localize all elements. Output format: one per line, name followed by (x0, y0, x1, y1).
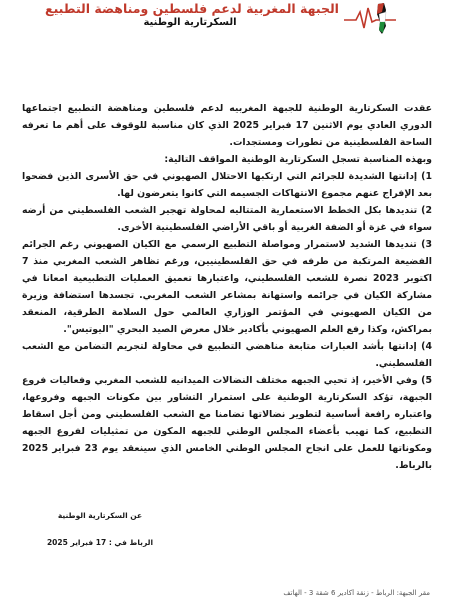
signature-by: عن السكرتارية الوطنية (57, 511, 143, 520)
statement-point-1: 1) إدانتها الشديدة للجرائم التي ارتكبها الاحتلال الصهيوني في حق الأسرى الذين فضحوا بعد الإفراج عنهم مجموع الانتهاكات الجسيمه التي كانوا يتعرضون لها. (22, 171, 432, 199)
statement-intro: عقدت السكرتارية الوطنية للجبهة المغربيه لدعم فلسطين ومناهضة التطبيع اجتماعها الدوري العادي يوم الاثنين 17 فبراير 2025 الذي كان مناسبة للوقوف على أهم ما تعرفه الساحة الفلسطينية من تطورات ومستجدات. (22, 103, 432, 148)
signature-date: الرباط في : 17 فبراير 2025 (46, 538, 154, 547)
statement-point-5: 5) وفي الأخير، إذ تحيي الجبهه مختلف النضالات الميدانيه للشعب المغربي وفعاليات فروع الجبهة، تؤكد السكرتارية الوطنية على استمرار التشاور بين مكونات الجبهه وفروعها، واعتباره رافعة أساسية لتطوير نضالاتها تضامنا مع الشعب الفلسطيني ومن أجل اسقاط التطبيع، كما تهيب بأعضاء المجلس الوطني للجبهه المكون من تمثيليات لفروع الجبهه ومكوناتها للعمل على انجاح المجلس الوطني الخامس الذي سينعقد يوم 23 فبراير 2025 بالرباط. (22, 375, 432, 471)
statement-point-3: 3) تنديدها الشديد لاستمرار ومواصلة التطبيع الرسمي مع الكيان الصهيوني رغم الجرائم الفضيعة المرتكبة من طرفه في حق الفلسطينيين، ورغم تظاهر الشعب المغربي منذ 7 اكتوبر 2023 نصرة للشعب الفلسطيني، واعتبارها تعميق العمليات التطبيعية امعانا في مشاركة الكيان في جرائمه واستهانة بمشاعر الشعب المغربي. تجسدها استضافة وزيرة من الكيان الصهيوني في المؤتمر الوزاري العالمي حول السلامة الطرقية، المنعقد بمراكش، وكذا رفع العلم الصهيوني بأكادير خلال معرض الصيد البحري "اليوتيس". (22, 239, 432, 335)
statement-lead: وبهذه المناسبة تسجل السكرتارية الوطنية المواقف التالية: (164, 154, 432, 165)
organization-name: الجبهة المغربية لدعم فلسطين ومناهضة التطبيع (45, 1, 339, 16)
letterhead (0, 0, 450, 34)
footer-address: مقر الجبهة: الرباط - زنقة أكادير 6 شقة 3 - الهاتف (283, 589, 430, 597)
statement-point-2: 2) تنديدها بكل الخطط الاستعمارية المتتاليه لمحاولة تهجير الشعب الفلسطيني من أرضه سواء في غزة أو الضفة الغربية أو باقي الأراضي الفلسطينية الأخرى. (22, 205, 432, 233)
signature-block (40, 510, 160, 549)
secretariat-title: السكرتارية الوطنية (143, 17, 237, 28)
statement-body (22, 100, 432, 474)
statement-point-4: 4) إدانتها بأشد العبارات متابعة مناهضي التطبيع في محاولة لتجريم التضامن مع الشعب الفلسطيني. (22, 341, 432, 369)
palestine-flag-map-logo-icon (342, 0, 398, 36)
